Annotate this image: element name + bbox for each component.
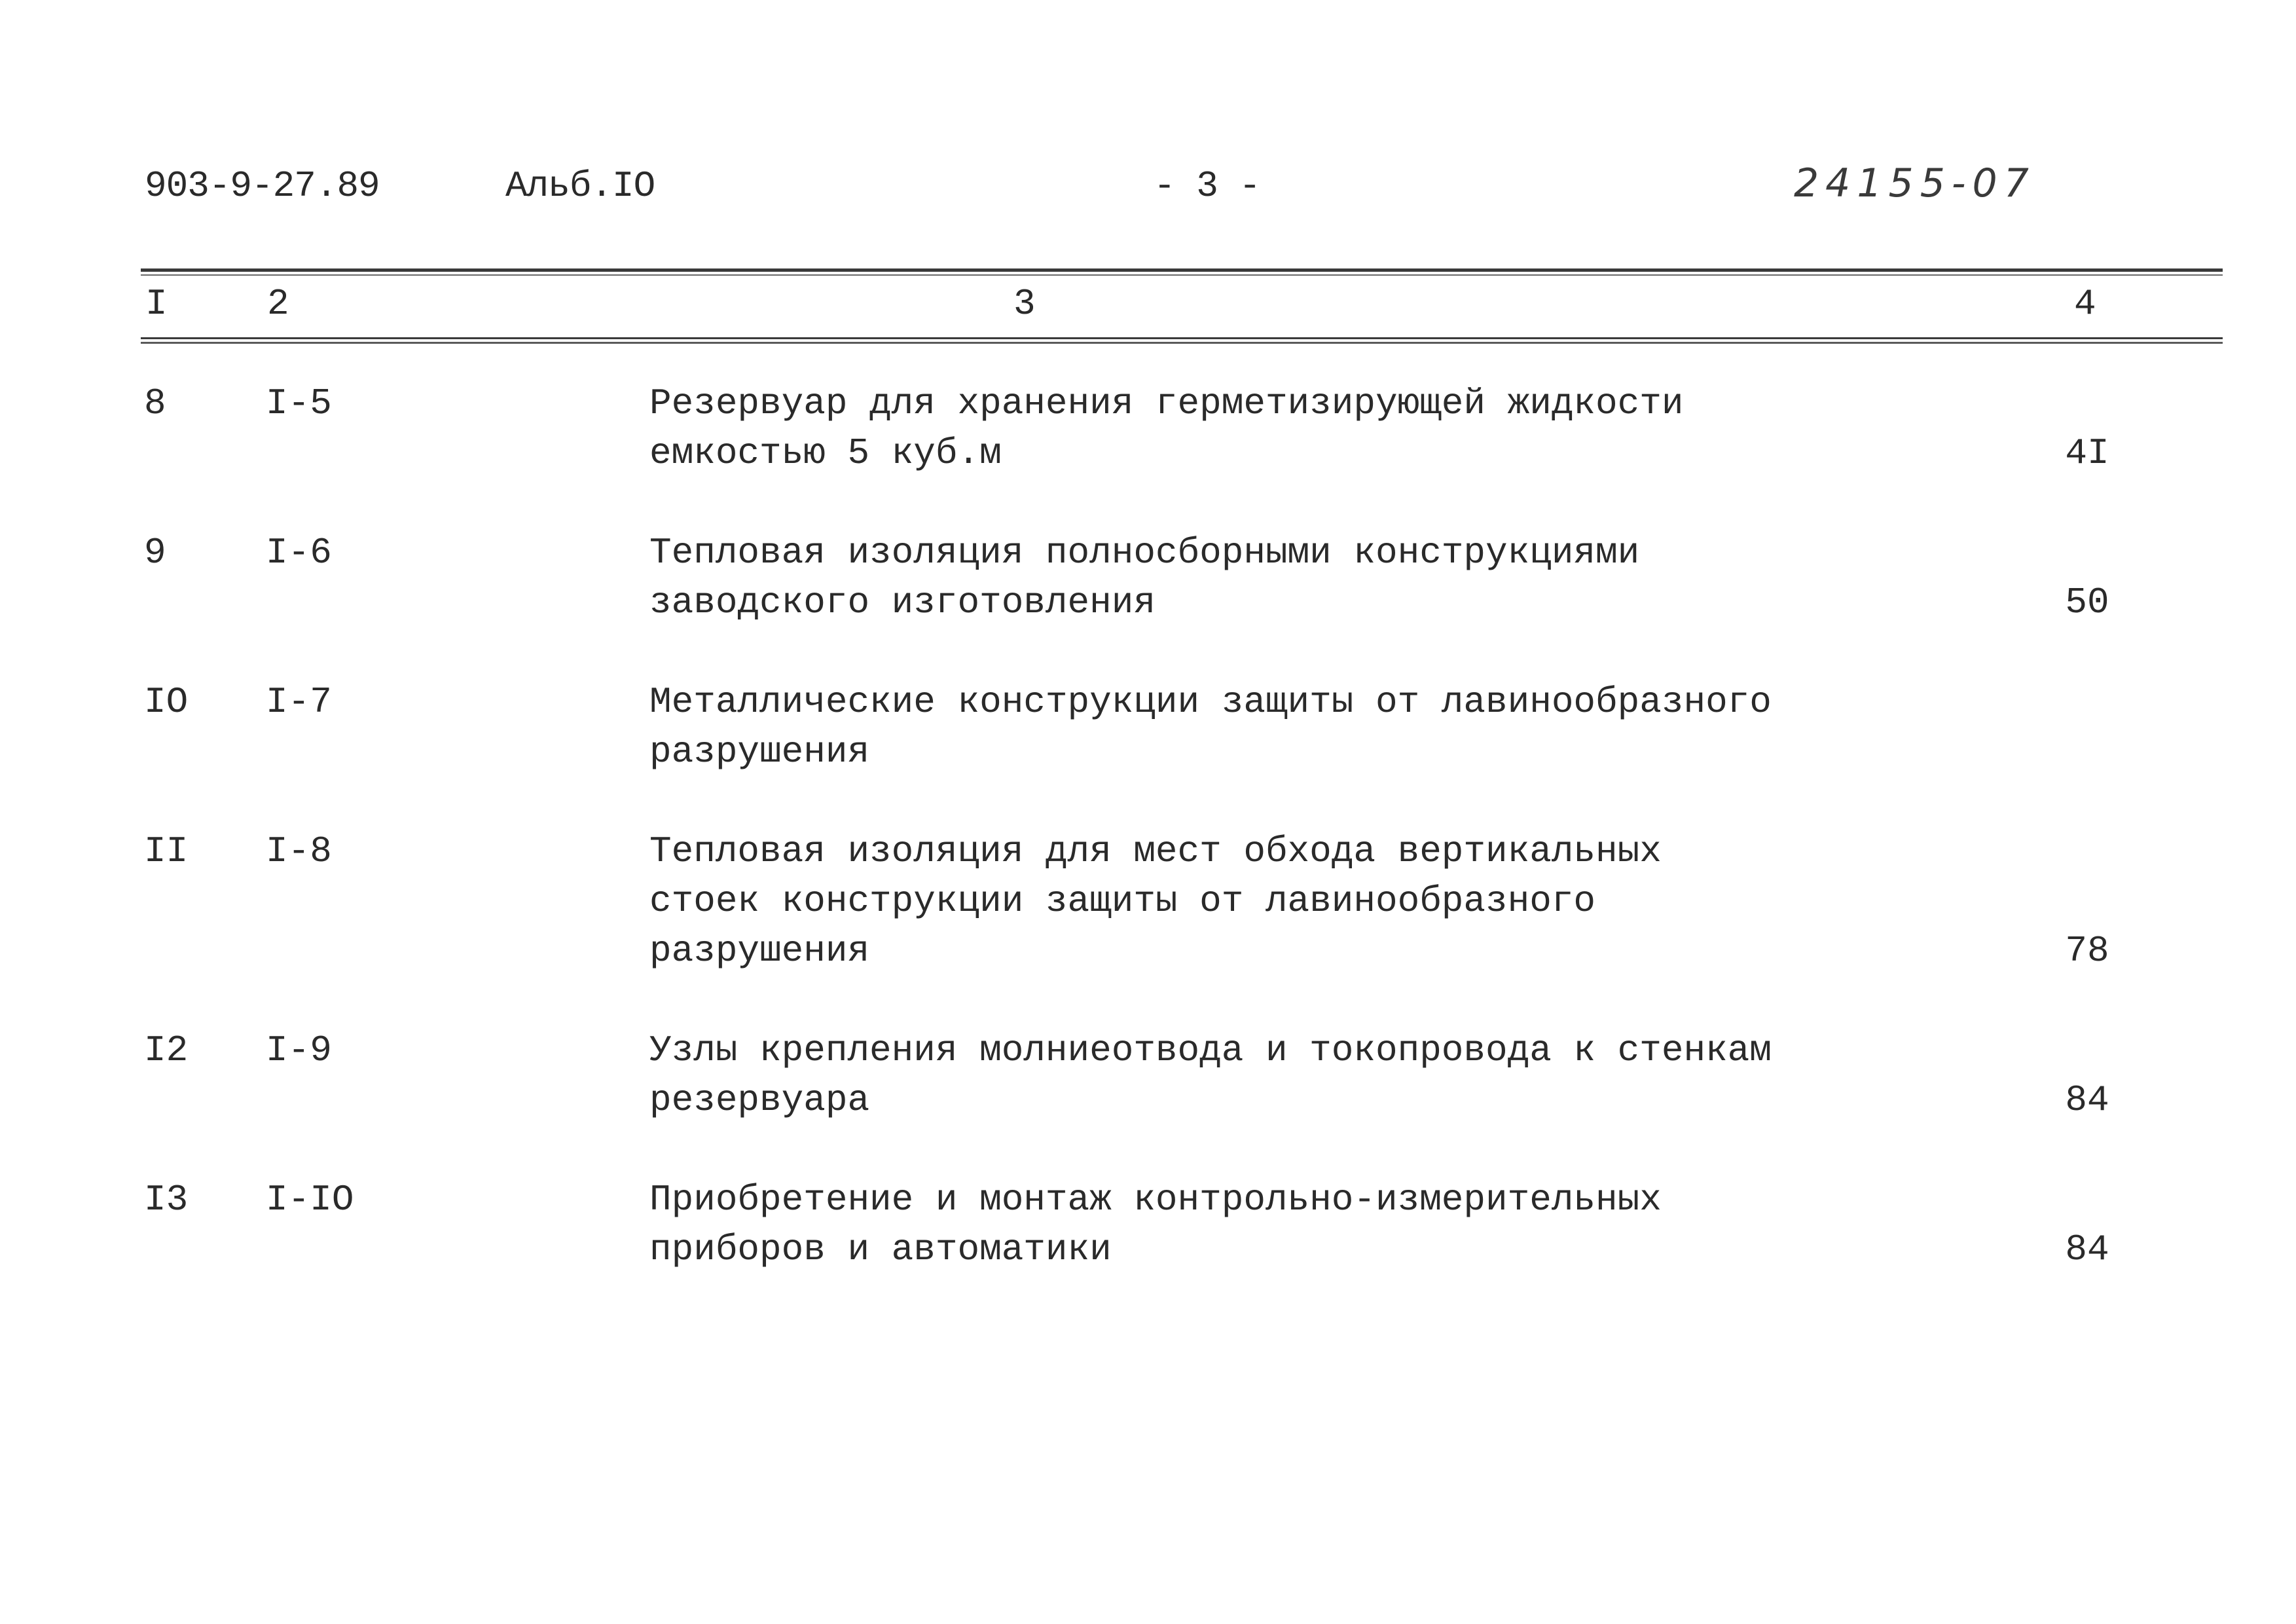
row-description: Узлы крепления молниеотвода и токопровода к стенкам резервуара bbox=[649, 1029, 1772, 1121]
row-description: Тепловая изоляция полносборными конструкциями заводского изготовления bbox=[649, 532, 1640, 623]
column-header-page: 4 bbox=[2074, 283, 2096, 325]
row-page: 84 bbox=[2065, 1228, 2109, 1270]
row-page: 78 bbox=[2065, 930, 2109, 972]
row-code: I-6 bbox=[266, 532, 332, 574]
handwritten-inventory-number: 24155-07 bbox=[1794, 160, 2035, 206]
table-top-rule bbox=[141, 268, 2223, 272]
document-code: 903-9-27.89 bbox=[145, 165, 380, 207]
row-page: 4I bbox=[2065, 432, 2109, 474]
row-code: I-9 bbox=[266, 1029, 332, 1071]
table-header-rule bbox=[141, 337, 2223, 339]
column-header-code: 2 bbox=[267, 283, 289, 325]
row-page: 50 bbox=[2065, 581, 2109, 623]
row-description: Приобретение и монтаж контрольно-измерительных приборов и автоматики bbox=[649, 1179, 1662, 1270]
row-code: I-7 bbox=[266, 681, 332, 723]
row-number: I2 bbox=[144, 1029, 189, 1071]
row-page: 84 bbox=[2065, 1079, 2109, 1121]
row-number: IO bbox=[144, 681, 189, 723]
row-description: Тепловая изоляция для мест обхода вертикальных стоек конструкции защиты от лавинообразного разрушения bbox=[649, 830, 1662, 972]
row-number: 9 bbox=[144, 532, 166, 574]
row-number: 8 bbox=[144, 382, 166, 424]
table-top-rule-secondary bbox=[141, 274, 2223, 276]
table-header-rule-secondary bbox=[141, 342, 2223, 344]
row-code: I-IO bbox=[266, 1179, 354, 1221]
row-description: Резервуар для хранения герметизирующей жидкости емкостью 5 куб.м bbox=[649, 382, 1684, 474]
column-header-description: 3 bbox=[1013, 283, 1036, 325]
row-description: Металлические конструкции защиты от лавинообразного разрушения bbox=[649, 681, 1772, 773]
page-number: - 3 - bbox=[1154, 165, 1261, 207]
row-code: I-8 bbox=[266, 830, 332, 872]
row-code: I-5 bbox=[266, 382, 332, 424]
column-header-number: I bbox=[145, 283, 168, 325]
album-label: Альб.IO bbox=[505, 165, 655, 207]
row-number: II bbox=[144, 830, 189, 872]
row-number: I3 bbox=[144, 1179, 189, 1221]
